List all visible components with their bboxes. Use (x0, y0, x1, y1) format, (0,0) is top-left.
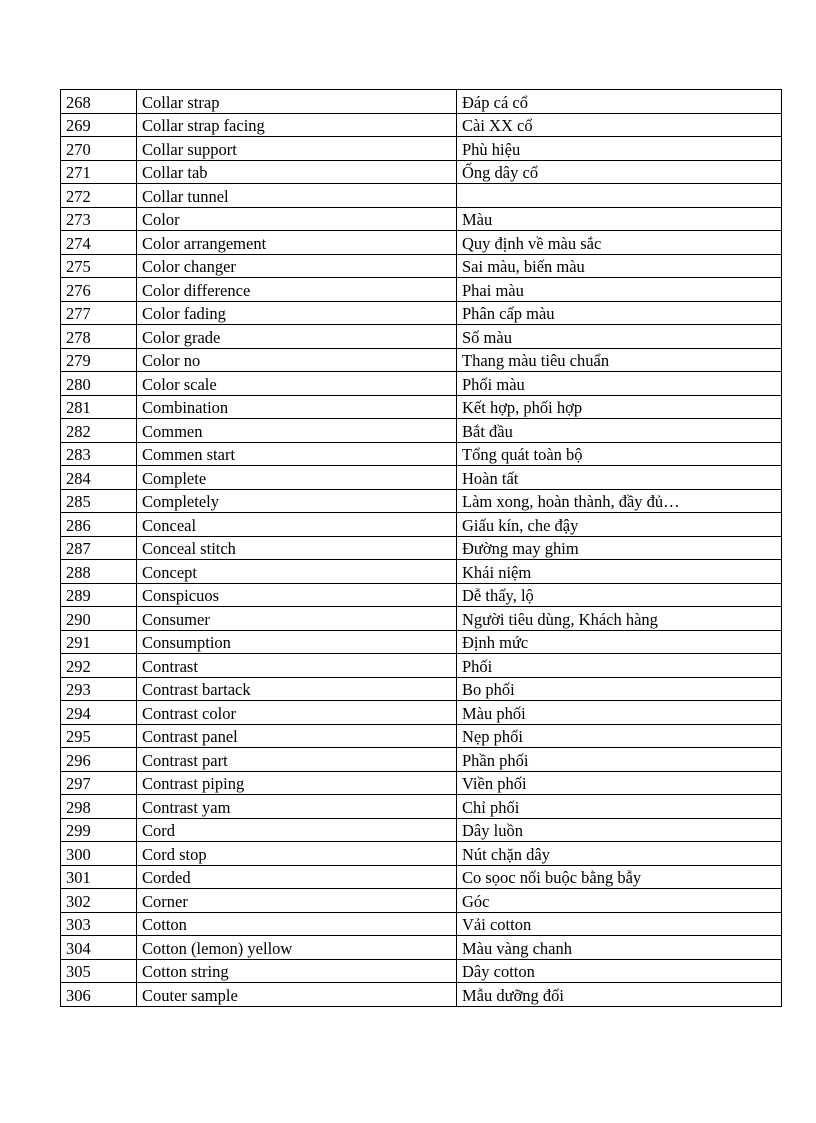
english-term-cell: Consumer (137, 607, 457, 631)
term-number-cell: 295 (61, 724, 137, 748)
term-number-cell: 283 (61, 442, 137, 466)
english-term-cell: Cotton (lemon) yellow (137, 936, 457, 960)
term-number-cell: 292 (61, 654, 137, 678)
vietnamese-term-cell: Tổng quát toàn bộ (457, 442, 782, 466)
table-row (61, 419, 782, 443)
vietnamese-term-cell: Dễ thấy, lộ (457, 583, 782, 607)
table-row (61, 889, 782, 913)
table-row (61, 372, 782, 396)
english-term-cell: Conceal stitch (137, 536, 457, 560)
vietnamese-term-cell: Số màu (457, 325, 782, 349)
table-row (61, 489, 782, 513)
table-row (61, 795, 782, 819)
vietnamese-term-cell: Quy định về màu sắc (457, 231, 782, 255)
english-term-cell: Commen start (137, 442, 457, 466)
vietnamese-term-cell: Phân cấp màu (457, 301, 782, 325)
table-row (61, 748, 782, 772)
term-number-cell: 293 (61, 677, 137, 701)
table-row (61, 983, 782, 1007)
english-term-cell: Cord stop (137, 842, 457, 866)
term-number-cell: 276 (61, 278, 137, 302)
table-row (61, 278, 782, 302)
term-number-cell: 306 (61, 983, 137, 1007)
table-row (61, 771, 782, 795)
table-row (61, 466, 782, 490)
english-term-cell: Concept (137, 560, 457, 584)
english-term-cell: Conceal (137, 513, 457, 537)
term-number-cell: 284 (61, 466, 137, 490)
vietnamese-term-cell: Màu vàng chanh (457, 936, 782, 960)
english-term-cell: Collar strap (137, 90, 457, 114)
english-term-cell: Conspicuos (137, 583, 457, 607)
vietnamese-term-cell: Chỉ phối (457, 795, 782, 819)
english-term-cell: Color changer (137, 254, 457, 278)
english-term-cell: Combination (137, 395, 457, 419)
table-row (61, 818, 782, 842)
vietnamese-term-cell: Phai màu (457, 278, 782, 302)
english-term-cell: Collar tunnel (137, 184, 457, 208)
english-term-cell: Contrast yam (137, 795, 457, 819)
term-number-cell: 287 (61, 536, 137, 560)
term-number-cell: 303 (61, 912, 137, 936)
english-term-cell: Color grade (137, 325, 457, 349)
table-row (61, 607, 782, 631)
vietnamese-term-cell: Kết hợp, phối hợp (457, 395, 782, 419)
table-row (61, 654, 782, 678)
term-number-cell: 285 (61, 489, 137, 513)
vietnamese-term-cell: Co sọoc nối buộc bằng bẫy (457, 865, 782, 889)
english-term-cell: Contrast part (137, 748, 457, 772)
english-term-cell: Color arrangement (137, 231, 457, 255)
term-number-cell: 272 (61, 184, 137, 208)
english-term-cell: Contrast panel (137, 724, 457, 748)
term-number-cell: 290 (61, 607, 137, 631)
english-term-cell: Collar strap facing (137, 113, 457, 137)
english-term-cell: Complete (137, 466, 457, 490)
vietnamese-term-cell: Đường may ghim (457, 536, 782, 560)
english-term-cell: Cord (137, 818, 457, 842)
term-number-cell: 273 (61, 207, 137, 231)
english-term-cell: Color scale (137, 372, 457, 396)
table-row (61, 912, 782, 936)
term-number-cell: 304 (61, 936, 137, 960)
vietnamese-term-cell: Dây cotton (457, 959, 782, 983)
table-row (61, 536, 782, 560)
vietnamese-term-cell: Khái niệm (457, 560, 782, 584)
table-row (61, 560, 782, 584)
table-row (61, 160, 782, 184)
vietnamese-term-cell: Làm xong, hoàn thành, đầy đủ… (457, 489, 782, 513)
table-row (61, 701, 782, 725)
table-row (61, 513, 782, 537)
term-number-cell: 281 (61, 395, 137, 419)
vietnamese-term-cell: Nút chặn dây (457, 842, 782, 866)
vietnamese-term-cell: Góc (457, 889, 782, 913)
vietnamese-term-cell: Phù hiệu (457, 137, 782, 161)
english-term-cell: Collar tab (137, 160, 457, 184)
term-number-cell: 302 (61, 889, 137, 913)
vietnamese-term-cell: Bắt đầu (457, 419, 782, 443)
table-row (61, 231, 782, 255)
table-row (61, 301, 782, 325)
term-number-cell: 278 (61, 325, 137, 349)
english-term-cell: Contrast (137, 654, 457, 678)
table-row (61, 630, 782, 654)
term-number-cell: 297 (61, 771, 137, 795)
term-number-cell: 299 (61, 818, 137, 842)
vietnamese-term-cell: Màu phối (457, 701, 782, 725)
term-number-cell: 289 (61, 583, 137, 607)
english-term-cell: Color no (137, 348, 457, 372)
glossary-table-body (61, 90, 782, 1007)
term-number-cell: 270 (61, 137, 137, 161)
vietnamese-term-cell: Vải cotton (457, 912, 782, 936)
english-term-cell: Couter sample (137, 983, 457, 1007)
term-number-cell: 269 (61, 113, 137, 137)
table-row (61, 842, 782, 866)
vietnamese-term-cell: Dây luồn (457, 818, 782, 842)
term-number-cell: 286 (61, 513, 137, 537)
vietnamese-term-cell: Thang màu tiêu chuẩn (457, 348, 782, 372)
table-row (61, 90, 782, 114)
term-number-cell: 277 (61, 301, 137, 325)
vietnamese-term-cell: Giấu kín, che đậy (457, 513, 782, 537)
vietnamese-term-cell: Phần phối (457, 748, 782, 772)
vietnamese-term-cell: Mẫu dưỡng đối (457, 983, 782, 1007)
vietnamese-term-cell: Bo phối (457, 677, 782, 701)
vietnamese-term-cell: Sai màu, biến màu (457, 254, 782, 278)
table-row (61, 442, 782, 466)
table-row (61, 936, 782, 960)
table-row (61, 865, 782, 889)
table-row (61, 348, 782, 372)
glossary-table (60, 89, 782, 1007)
vietnamese-term-cell: Định mức (457, 630, 782, 654)
english-term-cell: Contrast color (137, 701, 457, 725)
english-term-cell: Color (137, 207, 457, 231)
table-row (61, 184, 782, 208)
term-number-cell: 288 (61, 560, 137, 584)
english-term-cell: Commen (137, 419, 457, 443)
english-term-cell: Contrast bartack (137, 677, 457, 701)
table-row (61, 254, 782, 278)
vietnamese-term-cell: Đáp cá cổ (457, 90, 782, 114)
english-term-cell: Consumption (137, 630, 457, 654)
english-term-cell: Contrast piping (137, 771, 457, 795)
english-term-cell: Corner (137, 889, 457, 913)
term-number-cell: 282 (61, 419, 137, 443)
vietnamese-term-cell: Người tiêu dùng, Khách hàng (457, 607, 782, 631)
vietnamese-term-cell: Phối (457, 654, 782, 678)
table-row (61, 137, 782, 161)
term-number-cell: 301 (61, 865, 137, 889)
term-number-cell: 296 (61, 748, 137, 772)
term-number-cell: 275 (61, 254, 137, 278)
term-number-cell: 305 (61, 959, 137, 983)
table-row (61, 207, 782, 231)
vietnamese-term-cell: Cài XX cổ (457, 113, 782, 137)
english-term-cell: Completely (137, 489, 457, 513)
vietnamese-term-cell: Ống dây cổ (457, 160, 782, 184)
vietnamese-term-cell: Nẹp phối (457, 724, 782, 748)
term-number-cell: 274 (61, 231, 137, 255)
table-row (61, 959, 782, 983)
table-row (61, 325, 782, 349)
english-term-cell: Color difference (137, 278, 457, 302)
english-term-cell: Cotton (137, 912, 457, 936)
english-term-cell: Corded (137, 865, 457, 889)
table-row (61, 113, 782, 137)
table-row (61, 395, 782, 419)
english-term-cell: Cotton string (137, 959, 457, 983)
term-number-cell: 298 (61, 795, 137, 819)
term-number-cell: 268 (61, 90, 137, 114)
term-number-cell: 271 (61, 160, 137, 184)
term-number-cell: 279 (61, 348, 137, 372)
table-row (61, 677, 782, 701)
english-term-cell: Color fading (137, 301, 457, 325)
term-number-cell: 294 (61, 701, 137, 725)
term-number-cell: 280 (61, 372, 137, 396)
vietnamese-term-cell: Viền phối (457, 771, 782, 795)
table-row (61, 583, 782, 607)
vietnamese-term-cell: Phối màu (457, 372, 782, 396)
term-number-cell: 300 (61, 842, 137, 866)
english-term-cell: Collar support (137, 137, 457, 161)
vietnamese-term-cell (457, 184, 782, 208)
vietnamese-term-cell: Hoàn tất (457, 466, 782, 490)
term-number-cell: 291 (61, 630, 137, 654)
vietnamese-term-cell: Màu (457, 207, 782, 231)
table-row (61, 724, 782, 748)
